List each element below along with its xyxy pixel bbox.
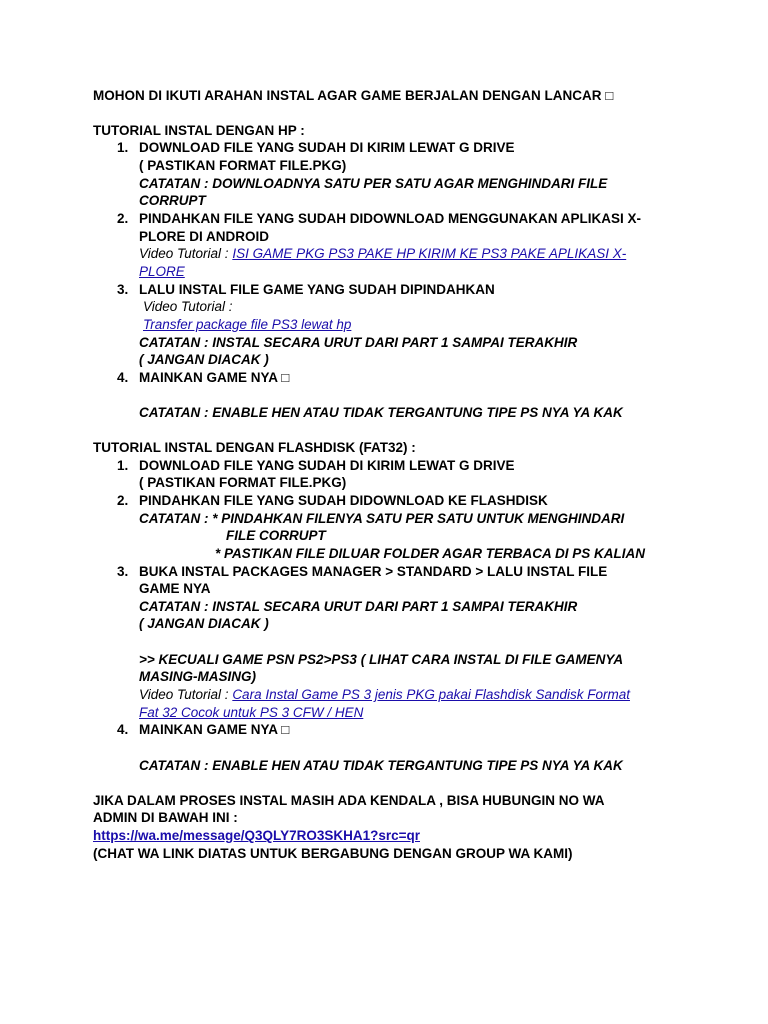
hp-step-3-video-label: Video Tutorial :	[143, 299, 233, 314]
fd-step-2-note: CATATAN : * PINDAHKAN FILENYA SATU PER SATU UNTUK MENGHINDARI	[139, 511, 625, 526]
video-tutorial-label: Video Tutorial :	[139, 687, 233, 702]
hp-step-4-number: 4.	[117, 370, 129, 385]
hp-step-2-text-2: PLORE DI ANDROID	[139, 229, 270, 244]
fd-step-3-video-link[interactable]: Cara Instal Game PS 3 jenis PKG pakai Flashdisk Sandisk Format	[232, 687, 630, 702]
fd-step-2-note-2: FILE CORRUPT	[226, 528, 326, 543]
hp-step-2-text: PINDAHKAN FILE YANG SUDAH DIDOWNLOAD MENGGUNAKAN APLIKASI X-	[139, 211, 642, 226]
whatsapp-link[interactable]: https://wa.me/message/Q3QLY7RO3SKHA1?src=qr	[93, 828, 420, 843]
hp-step-2-video-link[interactable]: ISI GAME PKG PS3 PAKE HP KIRIM KE PS3 PAKE APLIKASI X-	[232, 246, 627, 261]
hp-step-3-note-2: ( JANGAN DIACAK )	[139, 352, 269, 367]
video-tutorial-label: Video Tutorial :	[139, 246, 233, 261]
fd-section-title: TUTORIAL INSTAL DENGAN FLASHDISK (FAT32) :	[93, 440, 416, 455]
intro-text: MOHON DI IKUTI ARAHAN INSTAL AGAR GAME BERJALAN DENGAN LANCAR □	[93, 88, 614, 103]
fd-step-3-text-2: GAME NYA	[139, 581, 211, 596]
hp-step-1-note-2: CORRUPT	[139, 193, 206, 208]
fd-step-2-text: PINDAHKAN FILE YANG SUDAH DIDOWNLOAD KE FLASHDISK	[139, 493, 548, 508]
fd-step-3-note: CATATAN : INSTAL SECARA URUT DARI PART 1 SAMPAI TERAKHIR	[139, 599, 578, 614]
fd-final-note: CATATAN : ENABLE HEN ATAU TIDAK TERGANTUNG TIPE PS NYA YA KAK	[139, 758, 623, 773]
contact-text-3: (CHAT WA LINK DIATAS UNTUK BERGABUNG DENGAN GROUP WA KAMI)	[93, 846, 573, 861]
hp-section-title: TUTORIAL INSTAL DENGAN HP :	[93, 123, 305, 138]
contact-text-2: ADMIN DI BAWAH INI :	[93, 810, 238, 825]
fd-step-3-video-link-2[interactable]: Fat 32 Cocok untuk PS 3 CFW / HEN	[139, 705, 364, 720]
fd-step-3-exception: >> KECUALI GAME PSN PS2>PS3 ( LIHAT CARA INSTAL DI FILE GAMENYA	[139, 652, 624, 667]
hp-step-3-number: 3.	[117, 282, 129, 297]
fd-step-3-video-tutorial	[139, 686, 630, 704]
fd-step-4-text: MAINKAN GAME NYA □	[139, 722, 290, 737]
fd-step-3-exception-2: MASING-MASING)	[139, 669, 256, 684]
fd-step-2-number: 2.	[117, 493, 129, 508]
fd-step-1-text: DOWNLOAD FILE YANG SUDAH DI KIRIM LEWAT G DRIVE	[139, 458, 515, 473]
hp-step-1-text: DOWNLOAD FILE YANG SUDAH DI KIRIM LEWAT G DRIVE	[139, 140, 515, 155]
hp-step-3-video-link[interactable]: Transfer package file PS3 lewat hp	[143, 317, 352, 332]
hp-step-2-number: 2.	[117, 211, 129, 226]
hp-step-1-note: CATATAN : DOWNLOADNYA SATU PER SATU AGAR MENGHINDARI FILE	[139, 176, 608, 191]
hp-step-1-number: 1.	[117, 140, 129, 155]
fd-step-2-note-3: * PASTIKAN FILE DILUAR FOLDER AGAR TERBACA DI PS KALIAN	[215, 546, 645, 561]
fd-step-4-number: 4.	[117, 722, 129, 737]
fd-step-3-note-2: ( JANGAN DIACAK )	[139, 616, 269, 631]
hp-step-2-video-link-2[interactable]: PLORE	[139, 264, 185, 279]
hp-step-2-video-tutorial	[139, 245, 626, 263]
fd-step-1-number: 1.	[117, 458, 129, 473]
contact-text: JIKA DALAM PROSES INSTAL MASIH ADA KENDALA , BISA HUBUNGIN NO WA	[93, 793, 605, 808]
hp-step-3-text: LALU INSTAL FILE GAME YANG SUDAH DIPINDAHKAN	[139, 282, 495, 297]
fd-step-1-text-2: ( PASTIKAN FORMAT FILE.PKG)	[139, 475, 347, 490]
fd-step-3-text: BUKA INSTAL PACKAGES MANAGER > STANDARD > LALU INSTAL FILE	[139, 564, 608, 579]
hp-step-1-text-2: ( PASTIKAN FORMAT FILE.PKG)	[139, 158, 347, 173]
fd-step-3-number: 3.	[117, 564, 129, 579]
hp-step-3-note: CATATAN : INSTAL SECARA URUT DARI PART 1 SAMPAI TERAKHIR	[139, 335, 578, 350]
hp-step-4-text: MAINKAN GAME NYA □	[139, 370, 290, 385]
hp-final-note: CATATAN : ENABLE HEN ATAU TIDAK TERGANTUNG TIPE PS NYA YA KAK	[139, 405, 623, 420]
